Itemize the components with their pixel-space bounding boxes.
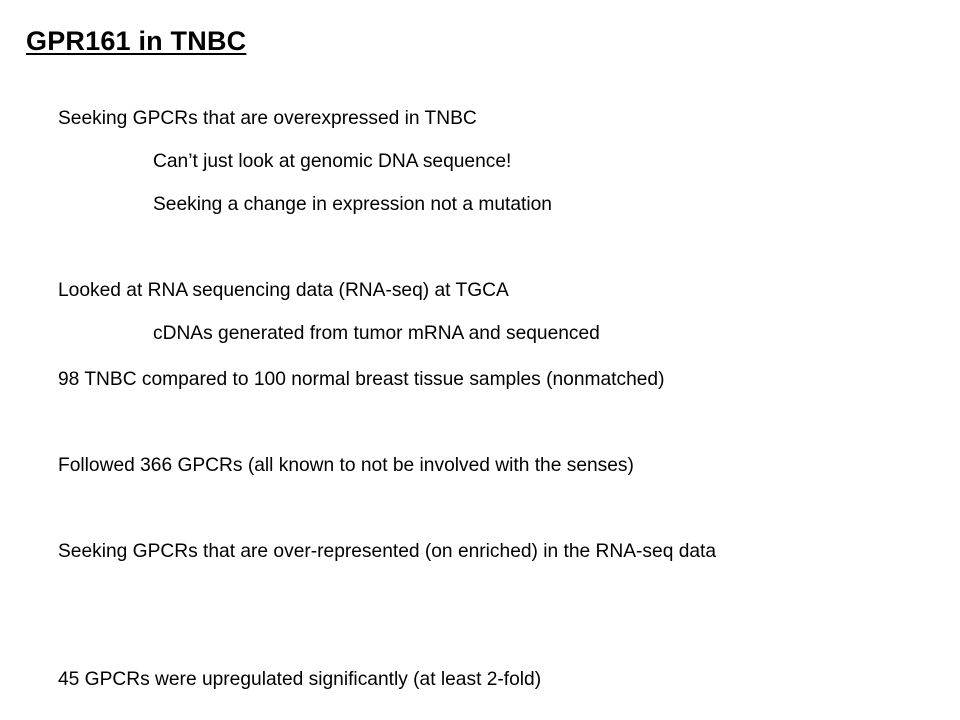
slide-title: GPR161 in TNBC [26, 26, 247, 56]
bullet-rna-seq-data: Looked at RNA sequencing data (RNA-seq) at TGCA [58, 280, 509, 301]
sub-bullet-cdnas: cDNAs generated from tumor mRNA and sequenced [153, 323, 600, 344]
sub-bullet-change-in-expression: Seeking a change in expression not a mutation [153, 194, 552, 215]
bullet-upregulated: 45 GPCRs were upregulated significantly (at least 2-fold) [58, 669, 542, 690]
bullet-tnbc-vs-normal: 98 TNBC compared to 100 normal breast tissue samples (nonmatched) [58, 369, 665, 390]
bullet-followed-gpcrs: Followed 366 GPCRs (all known to not be involved with the senses) [58, 455, 634, 476]
sub-bullet-genomic-dna: Can’t just look at genomic DNA sequence! [153, 151, 512, 172]
bullet-seeking-overexpressed: Seeking GPCRs that are overexpressed in TNBC [58, 108, 477, 129]
bullet-over-represented: Seeking GPCRs that are over-represented (on enriched) in the RNA-seq data [58, 541, 717, 562]
